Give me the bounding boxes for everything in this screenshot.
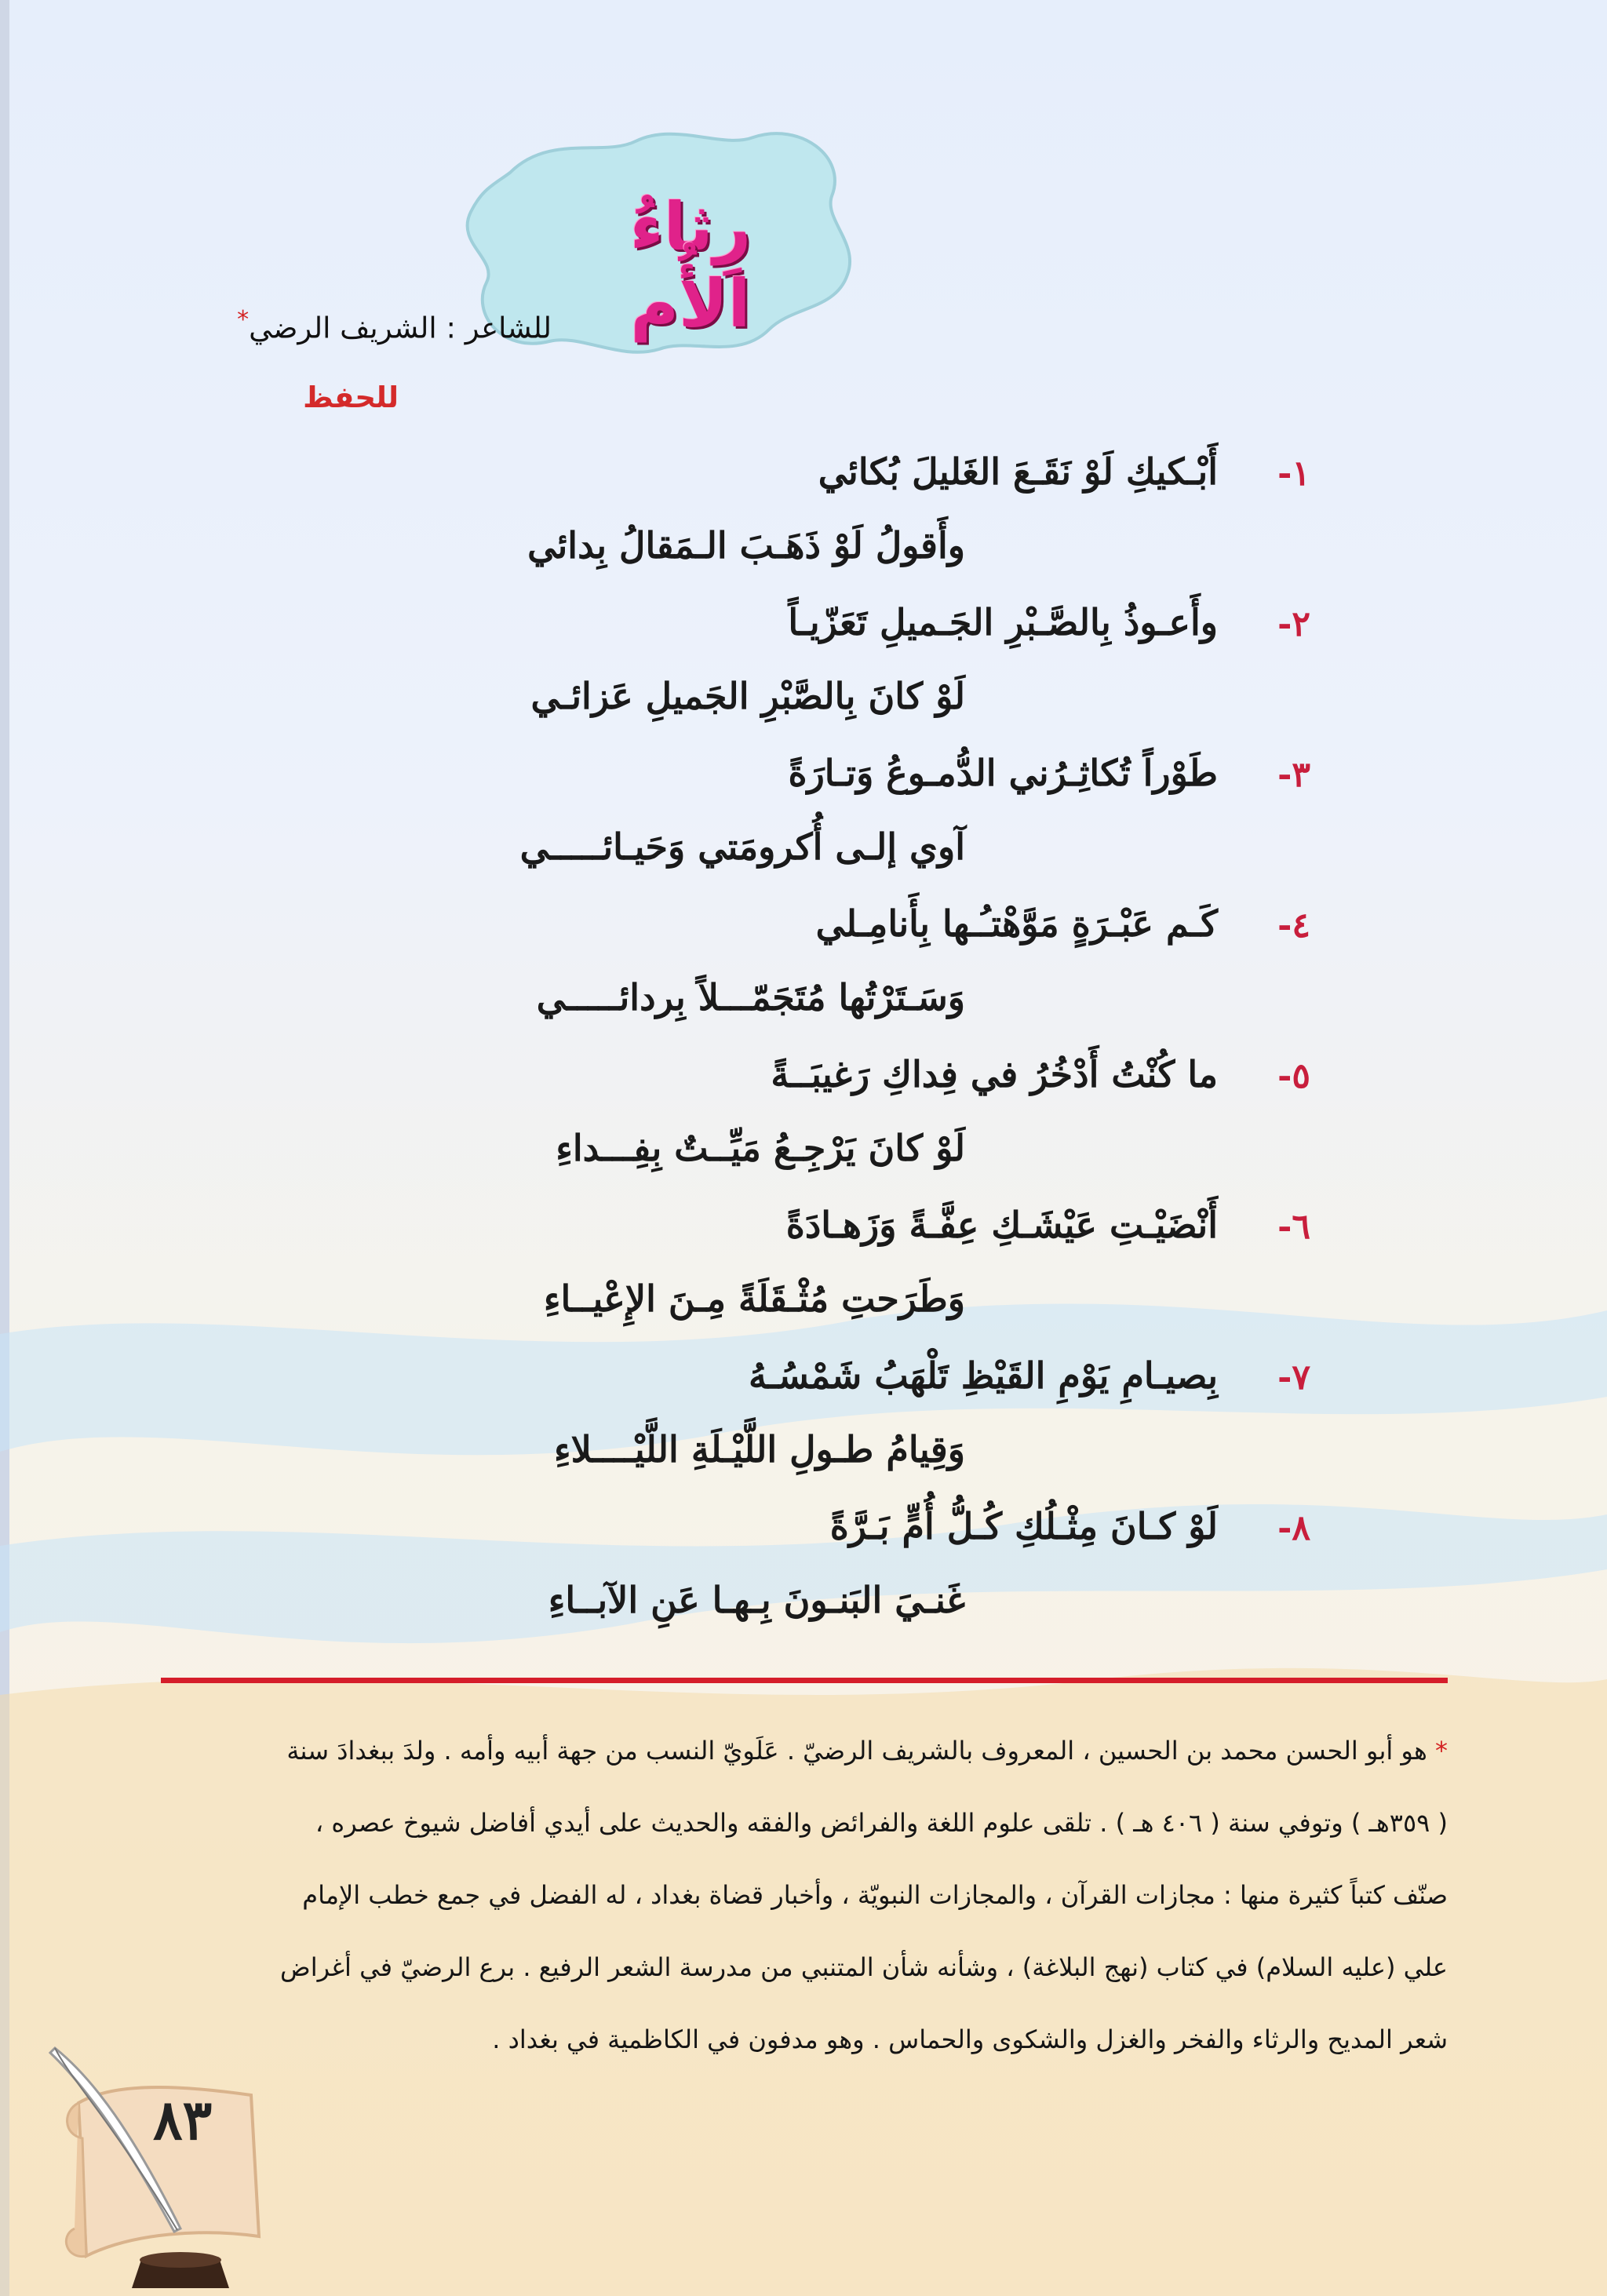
verse-first-hemistich: كَـم عَبْـرَةٍ مَوَّهْتـُـها بِأَنامِـلي — [815, 902, 1218, 945]
verse-number: ٦- — [1277, 1207, 1310, 1247]
verse-second-hemistich: آوي إلـى أُكرومَتي وَحَيـائـــــي — [519, 825, 965, 868]
footnote-line — [161, 1715, 1448, 1787]
verse — [471, 891, 1310, 1042]
footnote-line: صنّف كتباً كثيرة منها : مجازات القرآن ، والمجازات النبويّة ، وأخبار قضاة بغداد ، له الفضل في جمع خطب الإمام — [302, 1880, 1448, 1910]
footnote — [161, 1715, 1448, 2076]
verse-first-hemistich: طَوْراً تُكاثِـرُني الدُّمـوعُ وَتـارَةً — [788, 752, 1218, 794]
verse — [471, 1343, 1310, 1494]
footnote-line: ( ٣٥٩هـ ) وتوفي سنة ( ٤٠٦ هـ ) . تلقى علوم اللغة والفرائض والفقه والحديث على أيدي أفاضل شيوخ عصره ، — [315, 1808, 1448, 1838]
verse-first-hemistich: أَنْضَيْـتِ عَيْشَـكِ عِفَّـةً وَزَهـادَةً — [785, 1204, 1218, 1246]
footnote-line: شعر المديح والرثاء والفخر والغزل والشكوى والحماس . وهو مدفون في الكاظمية في بغداد . — [492, 2024, 1448, 2054]
verse-second-hemistich: وأَقولُ لَوْ ذَهَـبَ الـمَقالُ بِدائي — [527, 524, 965, 567]
verse-second-hemistich: وَطَرَحتِ مُثْـقَلَةً مِـنَ الإِعْيــاءِ — [543, 1277, 965, 1320]
verse-second-hemistich: لَوْ كانَ يَرْجِـعُ مَيِّــتٌ بِفِـــداءِ — [556, 1127, 965, 1169]
verse-number: ٢- — [1277, 604, 1310, 644]
verse-first-hemistich: وأَعـوذُ بِالصَّـبْرِ الجَـميلِ تَعَزّيـاً — [788, 601, 1218, 643]
verse — [471, 1042, 1310, 1193]
poet-name: للشاعر : الشريف الرضي — [249, 311, 552, 345]
footnote-marker: * — [237, 306, 250, 333]
verse-number: ١- — [1277, 454, 1310, 494]
lesson-title: رِثاءُ الأُم — [629, 188, 752, 342]
verse-second-hemistich: لَوْ كانَ بِالصَّبْرِ الجَميلِ عَزائـي — [530, 675, 965, 717]
verse — [471, 741, 1310, 891]
poem — [471, 439, 1310, 1648]
verse-first-hemistich: بِصيـامِ يَوْمِ القَيْظِ تَلْهَبُ شَمْسُـهُ — [749, 1354, 1218, 1397]
footnote-line-text: هو أبو الحسن محمد بن الحسين ، المعروف بالشريف الرضيّ . عَلَويّ النسب من جهة أبيه وأمه . ولدَ ببغدادَ سنة — [286, 1736, 1427, 1766]
verse-first-hemistich: ما كُنْتُ أَدْخُرُ في فِداكِ رَغيبَــةً — [771, 1053, 1218, 1095]
verse-number: ٤- — [1277, 906, 1310, 946]
scroll-quill-inkwell-icon — [24, 2032, 282, 2296]
footnote-line: علي (عليه السلام) في كتاب (نهج البلاغة) ، وشأنه شأن المتنبي من مدرسة الشعر الرفيع . برع الرضيّ في أغراض — [280, 1952, 1448, 1982]
page-number: ٨٣ — [153, 2087, 213, 2152]
verse-second-hemistich: غَنـيَ البَنـونَ بِـهـا عَنِ الآبــاءِ — [548, 1579, 965, 1621]
verse-number: ٨- — [1277, 1508, 1310, 1548]
verse — [471, 439, 1310, 590]
verse-number: ٣- — [1277, 755, 1310, 795]
poet-attribution — [237, 306, 552, 344]
verse — [471, 1494, 1310, 1645]
footnote-divider — [161, 1678, 1448, 1683]
verse-number: ٧- — [1277, 1358, 1310, 1398]
verse — [471, 1193, 1310, 1343]
footnote-marker: * — [1435, 1736, 1448, 1766]
verse-number: ٥- — [1277, 1056, 1310, 1096]
verse-second-hemistich: وَقِيامُ طـولِ اللَّيْـلَةِ اللَّيْــــلاءِ — [553, 1428, 965, 1471]
verse-first-hemistich: أَبْـكيكِ لَوْ نَقَـعَ الغَليلَ بُكائي — [818, 450, 1218, 493]
verse-second-hemistich: وَسَـتَرْتُها مُتَجَمّـــلاً بِردائـــــي — [536, 976, 965, 1019]
memorize-label: للحفظ — [303, 381, 399, 414]
verse — [471, 590, 1310, 741]
verse-first-hemistich: لَوْ كـانَ مِثْـلُكِ كُـلُّ أُمٍّ بَـرَّةً — [829, 1505, 1218, 1547]
